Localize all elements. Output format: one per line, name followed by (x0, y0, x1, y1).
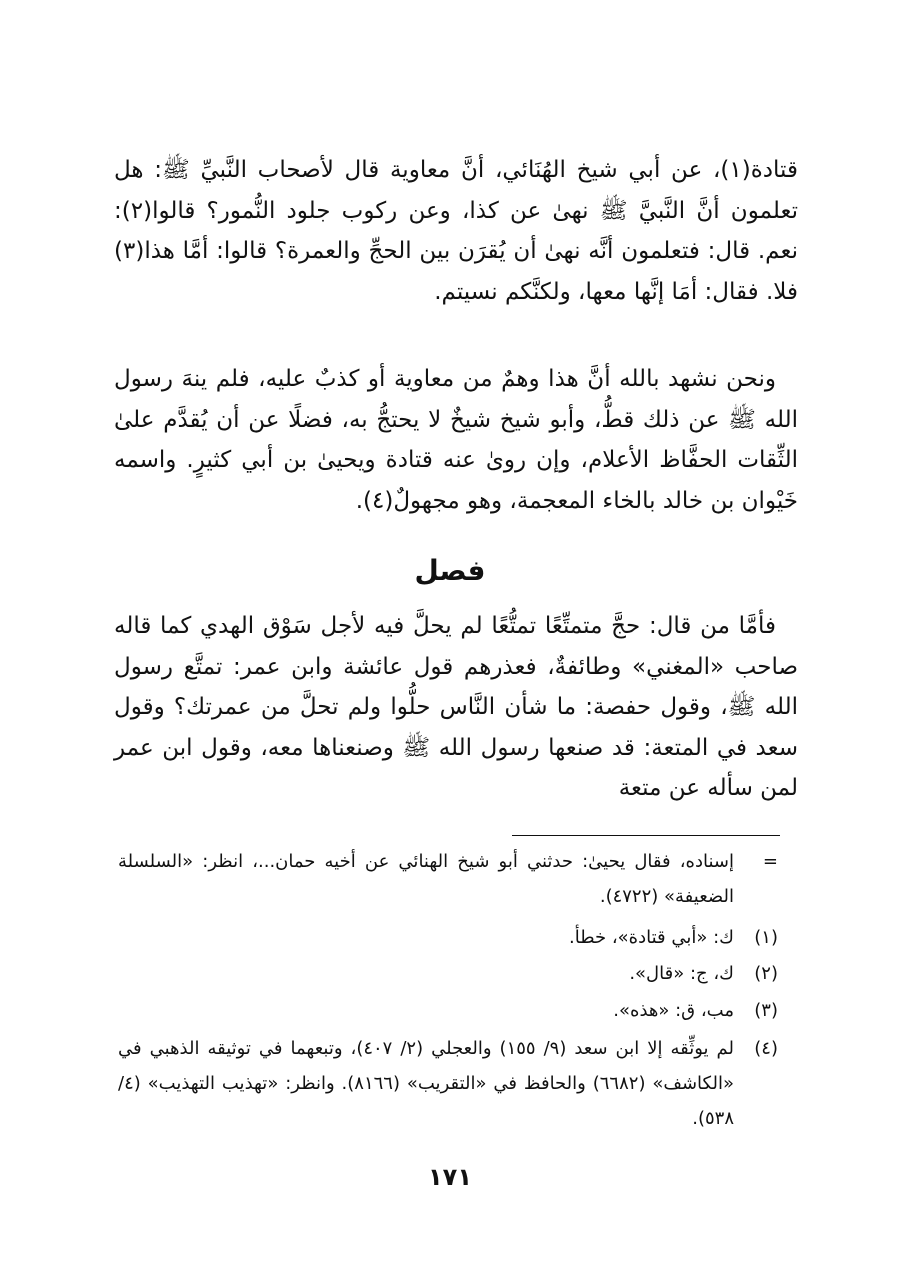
paragraph-3: فأمَّا من قال: حجَّ متمتِّعًا تمتُّعًا لم يحلَّ فيه لأجل سَوْق الهدي كما قاله صاحب «المغني» وطائفةٌ، فعذرهم قول عائشة وابن عمر: تمتَّع رسول الله ﷺ، وقول حفصة: ما شأن النَّاس حلُّوا ولم تحلَّ من عمرتك؟ وقول سعد في المتعة: قد صنعها رسول الله ﷺ وصنعناها معه، وقول ابن عمر لمن سأله عن متعة (114, 613, 798, 801)
footnote-text: ك: «أبي قتادة»، خطأ. (569, 927, 734, 948)
footnote-text: لم يوثِّقه إلا ابن سعد (٩/ ١٥٥) والعجلي (٢/ ٤٠٧)، وتبعهما في توثيقه الذهبي في «الكاشف» (٦٦٨٢) والحافظ في «التقريب» (٨١٦٦). وانظر: «تهذيب التهذيب» (٤/ ٥٣٨). (118, 1038, 734, 1129)
footnote-mark: (١) (754, 927, 778, 948)
paragraph-2: ونحن نشهد بالله أنَّ هذا وهمٌ من معاوية أو كذبٌ عليه، فلم ينهَ رسول الله ﷺ عن ذلك قطُّ، وأبو شيخ شيخٌ لا يحتجُّ به، فضلًا عن أن يُقدَّم علىٰ الثِّقات الحفَّاظ الأعلام، وإن روىٰ عنه قتادة ويحيىٰ بن أبي كثيرٍ. واسمه خَيْوان بن خالد بالخاء المعجمة، وهو مجهولٌ(٤). (114, 366, 798, 514)
footnote-text: مب، ق: «هذه». (613, 1000, 734, 1021)
paragraph-1: قتادة(١)، عن أبي شيخ الهُنَائي، أنَّ معاوية قال لأصحاب النَّبيِّ ﷺ: هل تعلمون أنَّ النَّبيَّ ﷺ نهىٰ عن كذا، وعن ركوب جلود النُّمور؟ قالوا(٢): نعم. قال: فتعلمون أنَّه نهىٰ أن يُقرَن بين الحجِّ والعمرة؟ قالوا: أمَّا هذا(٣) فلا. فقال: أمَا إنَّها معها، ولكنَّكم نسيتم. (114, 157, 798, 305)
footnote-continuation (118, 844, 778, 914)
section-heading: فصل (414, 554, 486, 587)
main-text-block-2 (114, 359, 798, 521)
footnote-4 (118, 1031, 778, 1136)
footnote-text: إسناده، فقال يحيىٰ: حدثني أبو شيخ الهنائي عن أخيه حمان...، انظر: «السلسلة الضعيفة» (٤٧٢٢). (118, 851, 734, 907)
page-number: ١٧١ (428, 1163, 472, 1191)
footnote-mark: (٤) (754, 1038, 778, 1059)
footnote-3 (118, 993, 778, 1028)
footnote-separator (512, 835, 780, 836)
footnote-mark: (٢) (754, 963, 778, 984)
footnote-mark: = (762, 851, 778, 872)
main-text-block-3 (114, 606, 798, 809)
footnote-mark: (٣) (754, 1000, 778, 1021)
footnote-2 (118, 956, 778, 991)
footnote-text: ك، ج: «قال». (629, 963, 734, 984)
main-text-block (114, 150, 798, 312)
footnote-1 (118, 920, 778, 955)
